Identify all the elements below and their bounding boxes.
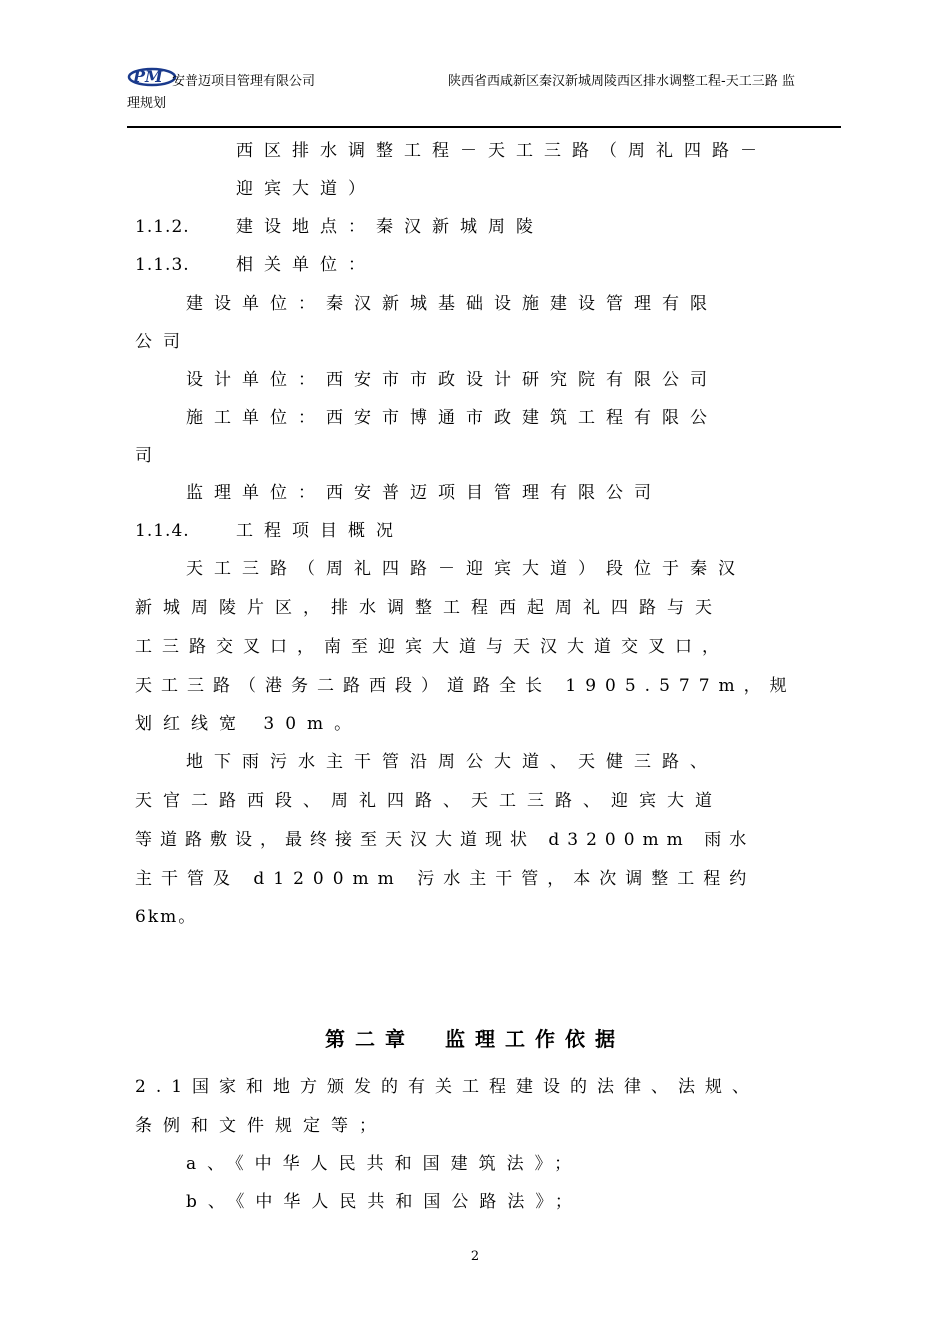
header-doc-type: 理规划 bbox=[127, 96, 167, 111]
body-line: 6km。 bbox=[135, 907, 198, 927]
body-line: 工三路交叉口，南至迎宾大道与天汉大道交叉口， bbox=[135, 637, 729, 657]
section-number: 1.1.4. bbox=[135, 521, 190, 541]
section-heading: 相关单位： bbox=[236, 255, 376, 275]
section-heading: 工程项目概况 bbox=[236, 521, 404, 541]
body-line: 天工三路（周礼四路－迎宾大道）段位于秦汉 bbox=[186, 559, 746, 579]
body-line: 公司 bbox=[135, 332, 191, 352]
body-line: 天工三路（港务二路西段）道路全长 1905.577m，规 bbox=[135, 676, 796, 696]
body-line: 施工单位：西安市博通市政建筑工程有限公 bbox=[186, 408, 718, 428]
body-line: 天官二路西段、周礼四路、天工三路、迎宾大道 bbox=[135, 791, 723, 811]
body-line: 主干管及 d1200mm 污水主干管，本次调整工程约 bbox=[135, 869, 756, 889]
list-item: b、《中华人民共和国公路法》； bbox=[186, 1192, 583, 1212]
section-heading: 建设地点：秦汉新城周陵 bbox=[236, 217, 544, 237]
body-line: 条例和文件规定等； bbox=[135, 1116, 387, 1136]
chapter-title: 第二章 监理工作依据 bbox=[325, 1027, 625, 1051]
body-line: 监理单位：西安普迈项目管理有限公司 bbox=[186, 483, 662, 503]
body-line: 新城周陵片区，排水调整工程西起周礼四路与天 bbox=[135, 598, 723, 618]
section-number: 1.1.3. bbox=[135, 255, 190, 275]
body-line: 等道路敷设，最终接至天汉大道现状 d3200mm 雨水 bbox=[135, 830, 755, 850]
section-number: 1.1.2. bbox=[135, 217, 190, 237]
page-number: 2 bbox=[470, 1249, 480, 1264]
body-line: 迎宾大道） bbox=[236, 179, 376, 199]
body-line: 司 bbox=[135, 446, 163, 466]
svg-text:PM: PM bbox=[133, 67, 163, 86]
header-project: 陕西省西咸新区秦汉新城周陵西区排水调整工程-天工三路 监 bbox=[448, 74, 795, 89]
pm-logo bbox=[127, 66, 177, 88]
body-line: 建设单位：秦汉新城基础设施建设管理有限 bbox=[186, 294, 718, 314]
body-line: 地下雨污水主干管沿周公大道、天健三路、 bbox=[186, 752, 718, 772]
header-company: 安普迈项目管理有限公司 bbox=[172, 74, 316, 89]
body-line: 2.1国家和地方颁发的有关工程建设的法律、法规、 bbox=[135, 1077, 760, 1097]
list-item: a、《中华人民共和国建筑法》； bbox=[186, 1154, 583, 1174]
body-line: 设计单位：西安市市政设计研究院有限公司 bbox=[186, 370, 718, 390]
header-divider bbox=[127, 126, 841, 128]
body-line: 划红线宽 30m。 bbox=[135, 714, 363, 734]
body-line: 西区排水调整工程－天工三路（周礼四路－ bbox=[236, 141, 768, 161]
